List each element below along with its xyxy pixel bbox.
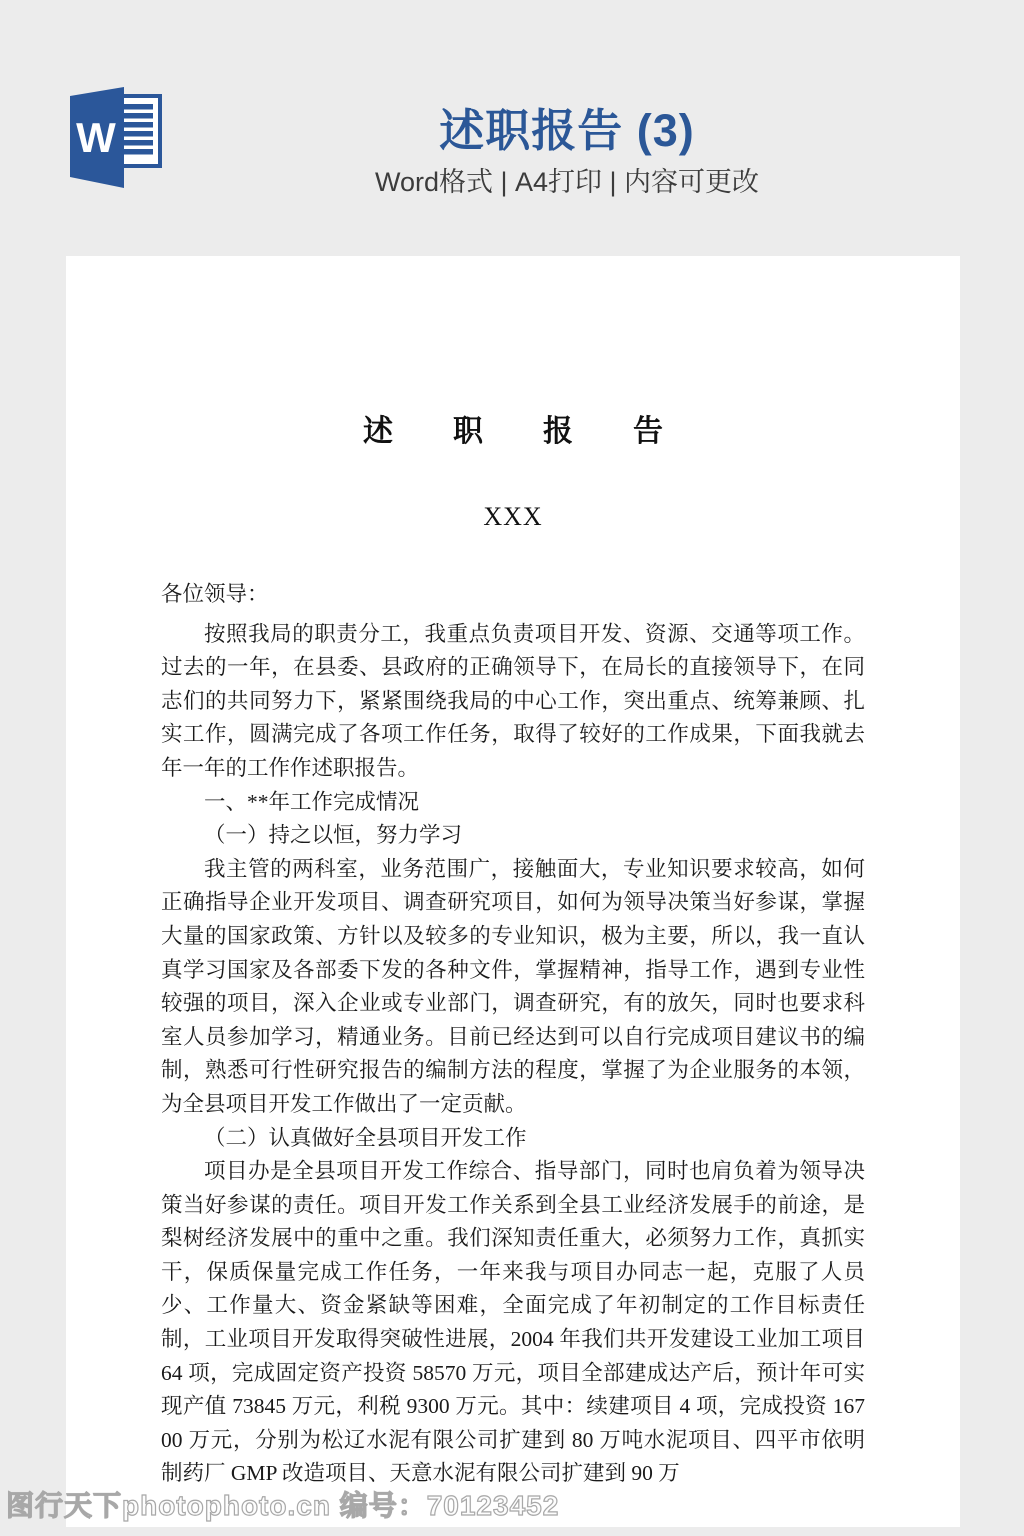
document-heading-level2: （一）持之以恒，努力学习 [204,823,463,848]
template-subtitle: Word格式 | A4打印 | 内容可更改 [374,167,760,197]
document-author: XXX [483,502,543,531]
document-title: 述职报告 [363,415,723,448]
document-paragraph: 按照我局的职责分工，我重点负责项目开发、资源、交通等项工作。过去的一年，在县委、县政府的正确领导下，在局长的直接领导下，在同志们的共同努力下，紧紧围绕我局的中心工作，突出重点、统筹兼顾、扎实工作，圆满完成了各项工作任务，取得了较好的工作成果，下面我就去年一年的工作作述职报告。 [161,621,865,780]
document-salutation: 各位领导： [161,582,269,606]
watermark-text: 图行天下photophoto.cn 编号：70123452 [6,1490,560,1521]
svg-text:W: W [76,114,116,161]
document-page [66,256,960,1527]
document-paragraph: 我主管的两科室，业务范围广，接触面大，专业知识要求较高，如何正确指导企业开发项目、调查研究项目，如何为领导决策当好参谋，掌握大量的国家政策、方针以及较多的专业知识，极为主要，所以，我一直认真学习国家及各部委下发的各种文件，掌握精神，指导工作，遇到专业性较强的项目，深入企业或专业部门，调查研究，有的放矢，同时也要求科室人员参加学习，精通业务。目前已经达到可以自行完成项目建议书的编制，熟悉可行性研究报告的编制方法的程度，掌握了为企业服务的本领，为全县项目开发工作做出了一定贡献。 [161,856,865,1116]
document-paragraph: 项目办是全县项目开发工作综合、指导部门，同时也肩负着为领导决策当好参谋的责任。项目开发工作关系到全县工业经济发展手的前途，是梨树经济发展中的重中之重。我们深知责任重大，必须努力工作，真抓实干，保质保量完成工作任务，一年来我与项目办同志一起，克服了人员少、工作量大、资金紧缺等困难，全面完成了年初制定的工作目标责任制，工业项目开发取得突破性进展，2004 年我们共开发建设工业加工项目 64 项，完成固定资产投资 58570 万元，项目全部建成达产后，预计年可实现产值 73845 万元，利税 9300 万元。其中：续建项目 4 项，完成投资 16700 万元，分别为松辽水泥有限公司扩建到 80 万吨水泥项目、四平市依明制药厂 GMP 改造项目、天意水泥有限公司扩建到 90 万 [161,1159,865,1486]
document-heading-level2: （二）认真做好全县项目开发工作 [204,1125,527,1150]
template-title: 述职报告 (3) [439,105,695,156]
template-header [0,0,1024,256]
document-heading-level1: 一、**年工作完成情况 [204,789,420,814]
